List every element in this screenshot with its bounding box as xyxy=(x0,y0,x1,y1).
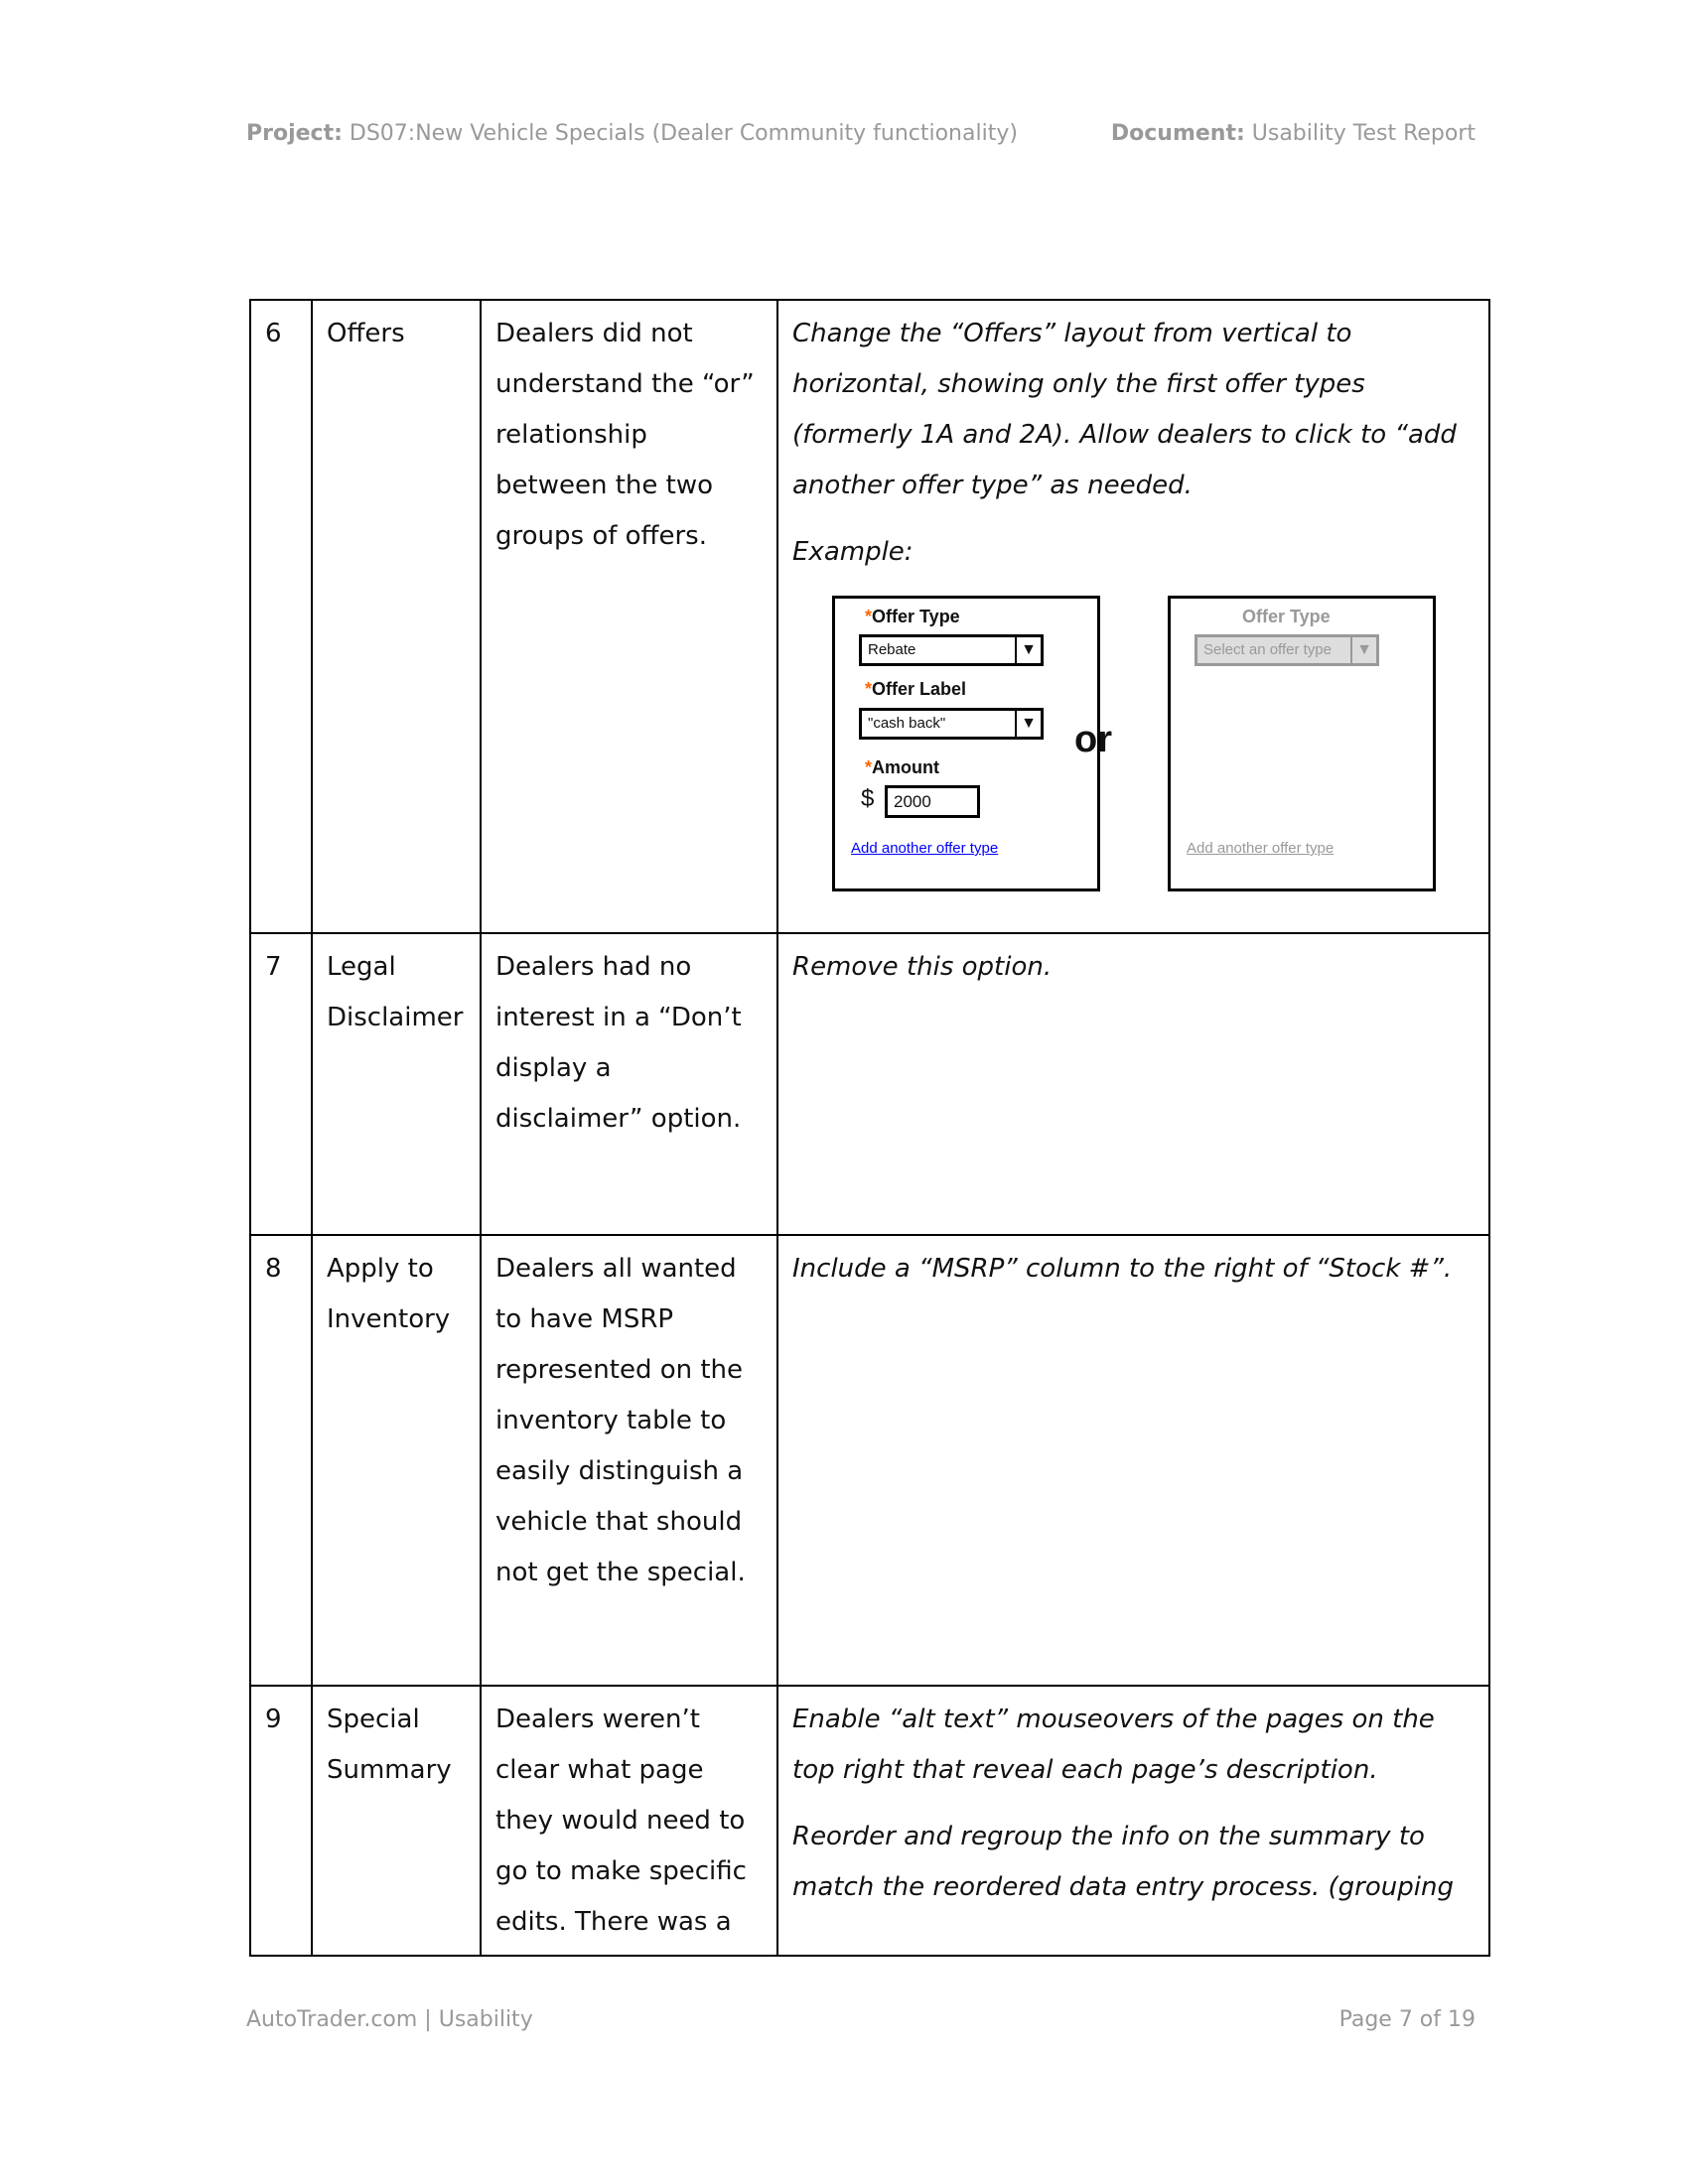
row-finding: Dealers weren’t clear what page they would need to go to make specific edits. There was a xyxy=(481,1686,777,1956)
example-label: Example: xyxy=(792,537,914,567)
row-recommendation xyxy=(777,300,1489,933)
label-text: Offer Label xyxy=(872,679,967,699)
offer-type-select[interactable] xyxy=(859,634,1044,666)
recommendation-text: Include a “MSRP” column to the right of “Stock #”. xyxy=(792,1254,1453,1284)
recommendation-text: Change the “Offers” layout from vertical to horizontal, showing only the first offer types (formerly 1A and 2A). Allow dealers to click to “add another offer type” as needed. xyxy=(792,319,1457,500)
document-value: Usability Test Report xyxy=(1251,121,1476,146)
document-label: Document: xyxy=(1110,121,1245,146)
row-area: Apply to Inventory xyxy=(312,1235,481,1686)
project-value: DS07:New Vehicle Specials (Dealer Community functionality) xyxy=(349,121,1018,146)
footer-left: AutoTrader.com | Usability xyxy=(246,2007,533,2032)
amount-input[interactable]: 2000 xyxy=(885,785,980,818)
offer-type-select-disabled[interactable] xyxy=(1195,634,1379,666)
row-number: 9 xyxy=(250,1686,312,1956)
label-text: Amount xyxy=(872,757,939,777)
or-label: or xyxy=(1074,719,1112,760)
required-icon: * xyxy=(865,757,873,777)
table-row xyxy=(250,933,1489,1235)
recommendation-text: Enable “alt text” mouseovers of the pages on the top right that reveal each page’s description. xyxy=(792,1705,1435,1785)
row-recommendation xyxy=(777,1686,1489,1956)
offer-label-label xyxy=(865,679,966,700)
currency-symbol: $ xyxy=(861,785,875,812)
recommendation-text: Remove this option. xyxy=(792,952,1053,982)
chevron-down-icon: ▼ xyxy=(1015,637,1041,663)
offer-form-filled xyxy=(832,596,1100,891)
offer-type-label: Offer Type xyxy=(1242,607,1331,626)
row-number: 6 xyxy=(250,300,312,933)
row-area: Legal Disclaimer xyxy=(312,933,481,1235)
row-area: Special Summary xyxy=(312,1686,481,1956)
table-row xyxy=(250,1235,1489,1686)
recommendation-text: Reorder and regroup the info on the summary to match the reordered data entry process. (grouping xyxy=(792,1822,1454,1902)
row-recommendation xyxy=(777,933,1489,1235)
offer-example xyxy=(792,596,1477,903)
required-icon: * xyxy=(865,607,873,626)
amount-label xyxy=(865,757,939,778)
label-text: Offer Type xyxy=(872,607,960,626)
row-finding: Dealers all wanted to have MSRP represented on the inventory table to easily distinguish a vehicle that should not get the special. xyxy=(481,1235,777,1686)
add-offer-type-link-disabled[interactable]: Add another offer type xyxy=(1187,840,1335,857)
header-document xyxy=(1111,121,1476,146)
table-row xyxy=(250,1686,1489,1956)
offer-type-label xyxy=(865,607,960,627)
row-area: Offers xyxy=(312,300,481,933)
select-value: Rebate xyxy=(868,641,916,658)
table-row xyxy=(250,300,1489,933)
offer-label-select[interactable] xyxy=(859,708,1044,740)
row-number: 7 xyxy=(250,933,312,1235)
row-finding: Dealers did not understand the “or” relationship between the two groups of offers. xyxy=(481,300,777,933)
chevron-down-icon: ▼ xyxy=(1015,711,1041,737)
chevron-down-icon: ▼ xyxy=(1350,637,1376,663)
add-offer-type-link[interactable]: Add another offer type xyxy=(851,840,999,857)
select-value: "cash back" xyxy=(868,715,946,732)
required-icon: * xyxy=(865,679,873,699)
project-label: Project: xyxy=(246,121,343,146)
select-placeholder: Select an offer type xyxy=(1203,641,1332,658)
header-project xyxy=(246,121,1018,146)
row-number: 8 xyxy=(250,1235,312,1686)
findings-table xyxy=(249,299,1490,1957)
offer-form-empty xyxy=(1168,596,1436,891)
row-finding: Dealers had no interest in a “Don’t display a disclaimer” option. xyxy=(481,933,777,1235)
page-number: Page 7 of 19 xyxy=(1338,2007,1476,2032)
row-recommendation xyxy=(777,1235,1489,1686)
